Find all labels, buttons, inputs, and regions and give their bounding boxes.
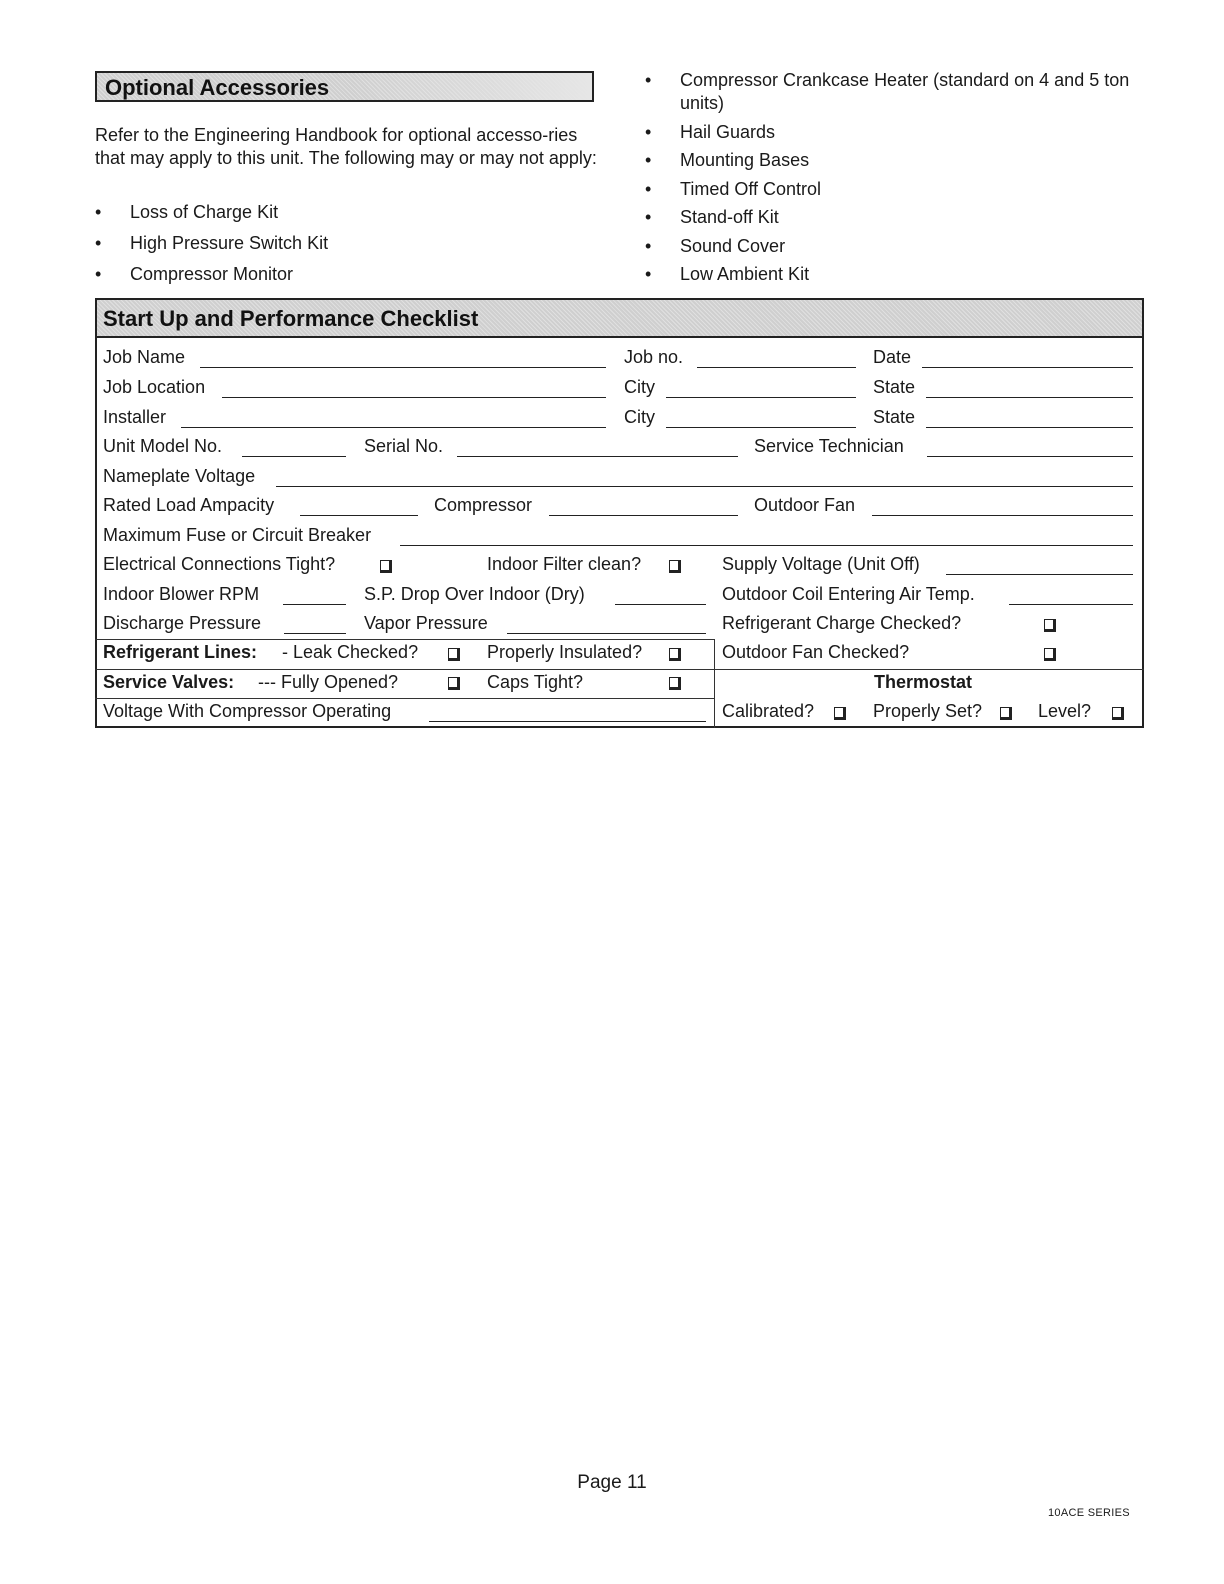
electrical-connections-checkbox[interactable] [380, 560, 392, 573]
installer-label: Installer [103, 407, 167, 427]
list-item: • Timed Off Control [645, 178, 1155, 201]
outdoor-fan-field[interactable] [872, 515, 1133, 516]
outdoor-fan-label: Outdoor Fan [754, 495, 856, 515]
optional-accessories-intro: Refer to the Engineering Handbook for optional accesso-ries that may apply to this unit. The following may or may not apply: [95, 125, 597, 168]
supply-voltage-label: Supply Voltage (Unit Off) [722, 554, 920, 574]
serial-no-field[interactable] [457, 456, 738, 457]
job-location-label: Job Location [103, 377, 206, 397]
job-name-label: Job Name [103, 347, 186, 367]
calibrated-label: Calibrated? [722, 701, 815, 721]
electrical-connections-label: Electrical Connections Tight? [103, 554, 336, 574]
level-checkbox[interactable] [1112, 707, 1124, 720]
outdoor-coil-field[interactable] [1009, 604, 1133, 605]
list-item: • Sound Cover [645, 235, 1155, 258]
rated-load-ampacity-field[interactable] [300, 515, 418, 516]
divider [95, 669, 1144, 670]
indoor-blower-label: Indoor Blower RPM [103, 584, 260, 604]
properly-set-label: Properly Set? [873, 701, 983, 721]
max-fuse-field[interactable] [400, 545, 1133, 546]
calibrated-checkbox[interactable] [834, 707, 846, 720]
nameplate-voltage-field[interactable] [276, 486, 1133, 487]
unit-model-field[interactable] [242, 456, 346, 457]
voltage-compressor-label: Voltage With Compressor Operating [103, 701, 392, 721]
list-item: • Mounting Bases [645, 149, 1155, 172]
properly-insulated-checkbox[interactable] [669, 648, 681, 661]
compressor-field[interactable] [549, 515, 738, 516]
checklist-heading: Start Up and Performance Checklist [95, 298, 1144, 338]
date-label: Date [873, 347, 912, 367]
compressor-label: Compressor [434, 495, 533, 515]
job-location-field[interactable] [222, 397, 606, 398]
rated-load-ampacity-label: Rated Load Ampacity [103, 495, 275, 515]
voltage-compressor-field[interactable] [429, 721, 706, 722]
refrigerant-charge-label: Refrigerant Charge Checked? [722, 613, 962, 633]
refrigerant-charge-checkbox[interactable] [1044, 619, 1056, 632]
job-name-field[interactable] [200, 367, 606, 368]
job-no-field[interactable] [697, 367, 856, 368]
date-field[interactable] [922, 367, 1133, 368]
list-item: • Low Ambient Kit [645, 263, 1155, 286]
indoor-filter-checkbox[interactable] [669, 560, 681, 573]
job-city-field[interactable] [666, 397, 856, 398]
list-item: • High Pressure Switch Kit [95, 232, 595, 263]
indoor-blower-field[interactable] [283, 604, 346, 605]
discharge-pressure-label: Discharge Pressure [103, 613, 262, 633]
sp-drop-field[interactable] [615, 604, 706, 605]
max-fuse-label: Maximum Fuse or Circuit Breaker [103, 525, 372, 545]
outdoor-fan-checked-checkbox[interactable] [1044, 648, 1056, 661]
refrigerant-lines-label: Refrigerant Lines: [103, 642, 258, 662]
outdoor-coil-label: Outdoor Coil Entering Air Temp. [722, 584, 975, 604]
optional-accessories-heading: Optional Accessories [95, 71, 594, 102]
supply-voltage-field[interactable] [946, 574, 1133, 575]
job-state-field[interactable] [926, 397, 1133, 398]
vapor-pressure-field[interactable] [507, 633, 706, 634]
accessories-list-left [95, 201, 595, 294]
unit-model-label: Unit Model No. [103, 436, 223, 456]
level-label: Level? [1038, 701, 1092, 721]
service-technician-field[interactable] [927, 456, 1133, 457]
service-valves-label: Service Valves: [103, 672, 235, 692]
discharge-pressure-field[interactable] [284, 633, 346, 634]
nameplate-voltage-label: Nameplate Voltage [103, 466, 256, 486]
thermostat-heading: Thermostat [874, 672, 973, 692]
job-no-label: Job no. [624, 347, 684, 367]
accessories-list-right [645, 69, 1155, 292]
list-item: • Stand-off Kit [645, 206, 1155, 229]
leak-checked-checkbox[interactable] [448, 648, 460, 661]
divider [95, 639, 715, 640]
installer-city-field[interactable] [666, 427, 856, 428]
list-item: • Compressor Crankcase Heater (standard on 4 and 5 ton units) [645, 69, 1155, 115]
list-item: • Loss of Charge Kit [95, 201, 595, 232]
service-technician-label: Service Technician [754, 436, 904, 456]
series-label: 10ACE SERIES [1048, 1507, 1130, 1519]
divider [714, 639, 715, 728]
divider [95, 698, 715, 699]
sp-drop-label: S.P. Drop Over Indoor (Dry) [364, 584, 585, 604]
city-label: City [624, 407, 655, 427]
serial-no-label: Serial No. [364, 436, 444, 456]
state-label: State [873, 407, 916, 427]
properly-insulated-label: Properly Insulated? [487, 642, 643, 662]
installer-field[interactable] [181, 427, 606, 428]
city-label: City [624, 377, 655, 397]
indoor-filter-label: Indoor Filter clean? [487, 554, 642, 574]
outdoor-fan-checked-label: Outdoor Fan Checked? [722, 642, 910, 662]
caps-tight-label: Caps Tight? [487, 672, 584, 692]
fully-opened-label: --- Fully Opened? [258, 672, 399, 692]
properly-set-checkbox[interactable] [1000, 707, 1012, 720]
state-label: State [873, 377, 916, 397]
list-item: • Compressor Monitor [95, 263, 595, 294]
leak-checked-label: - Leak Checked? [282, 642, 419, 662]
list-item: • Hail Guards [645, 121, 1155, 144]
page-number: Page 11 [577, 1472, 647, 1493]
fully-opened-checkbox[interactable] [448, 677, 460, 690]
vapor-pressure-label: Vapor Pressure [364, 613, 488, 633]
caps-tight-checkbox[interactable] [669, 677, 681, 690]
installer-state-field[interactable] [926, 427, 1133, 428]
